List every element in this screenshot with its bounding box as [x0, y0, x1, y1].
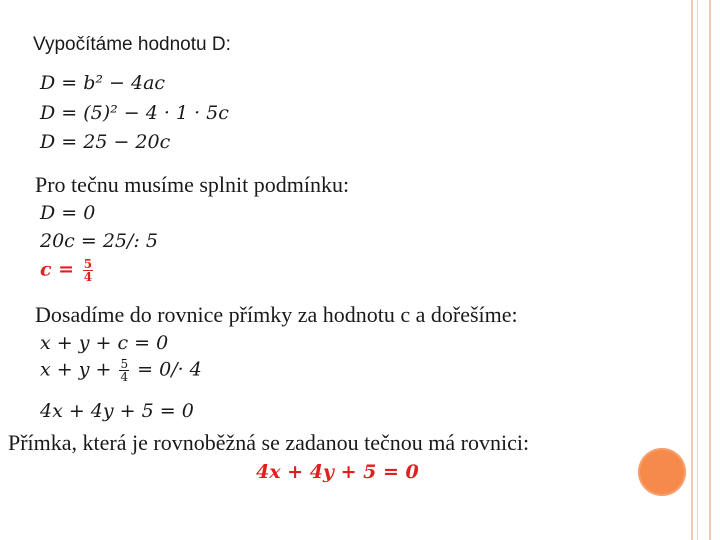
- substitution-line-2-suffix: = 0/· 4: [137, 358, 202, 381]
- c-result-fraction: [83, 258, 93, 283]
- condition-line-1: D = 0: [40, 202, 96, 224]
- fraction-denominator: 4: [83, 270, 93, 284]
- substitution-line-2: [40, 358, 202, 383]
- c-result-prefix: c =: [40, 258, 75, 281]
- equation-line-3: D = 25 − 20c: [40, 131, 171, 153]
- decorative-border-line: [709, 0, 711, 540]
- conclusion-text: Přímka, která je rovnoběžná se zadanou tečnou má rovnici:: [8, 430, 530, 455]
- decorative-border-line: [691, 0, 693, 540]
- decorative-circle: [638, 448, 686, 496]
- decorative-border-line: [697, 0, 698, 540]
- substitution-line-3: 4x + 4y + 5 = 0: [40, 400, 194, 422]
- fraction-numerator: 5: [120, 357, 129, 371]
- fraction-numerator: 5: [83, 257, 93, 271]
- equation-line-2: D = (5)² − 4 · 1 · 5c: [40, 102, 229, 124]
- substitution-line-1: x + y + c = 0: [40, 332, 169, 354]
- tangent-condition-heading: Pro tečnu musíme splnit podmínku:: [35, 172, 350, 197]
- c-result: [40, 258, 95, 283]
- substitution-line-2-prefix: x + y +: [40, 358, 112, 381]
- substitution-heading: Dosadíme do rovnice přímky za hodnotu c a dořešíme:: [35, 302, 518, 327]
- condition-line-2: 20c = 25/: 5: [40, 230, 158, 252]
- final-equation: 4x + 4y + 5 = 0: [256, 461, 419, 483]
- substitution-fraction: [119, 358, 129, 383]
- slide-title: Vypočítáme hodnotu D:: [33, 34, 231, 55]
- equation-line-1: D = b² − 4ac: [40, 72, 166, 94]
- fraction-denominator: 4: [120, 370, 129, 384]
